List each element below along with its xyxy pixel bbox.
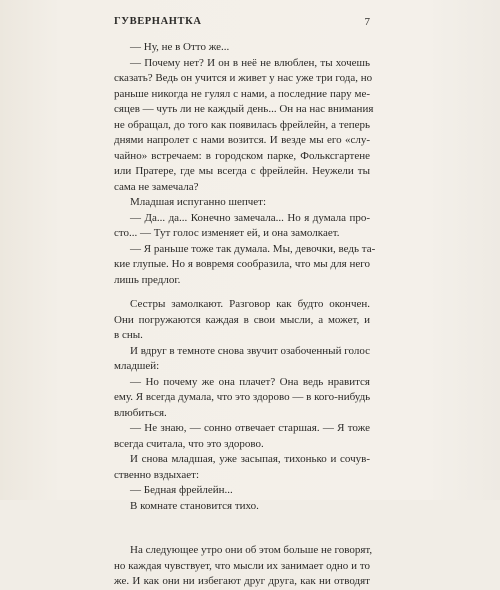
text-line: сказать? Ведь он учится и живет у нас уже три года, но [114,72,373,84]
text-line: — Бедная фрейлейн... [130,484,233,496]
text-line: — Но почему же она плачет? Она ведь нравится [130,375,370,388]
text-line: Они погружаются каждая в свои мысли, а может, и [114,313,370,326]
running-title: ГУВЕРНАНТКА [114,16,202,27]
text-line: же. И как они ни избегают друг друга, как ни отводят [114,575,370,587]
text-line: или Пратере, где мы всегда с фрейлейн. Неужели ты [114,165,370,177]
text-line: в сны. [114,329,143,341]
text-line: И снова младшая, уже засыпая, тихонько и сочув- [130,453,370,465]
paragraph-gap [114,288,370,297]
text-line: — Я раньше тоже так думала. Мы, девочки, ведь та- [130,242,376,255]
text-line: На следующее утро они об этом больше не говорят, [130,544,373,556]
text-line: — Не знаю, — сонно отвечает старшая. — Я тоже [130,422,370,434]
text-line: днями напролет с нами возится. И везде мы его «слу- [114,134,370,146]
text-line: всегда считала, что это здорово. [114,437,264,450]
text-line: лишь предлог. [114,273,181,286]
text-line: Сестры замолкают. Разговор как будто окончен. [130,298,370,310]
text-line: сяцев — чуть ли не каждый день... Он на нас внимания [114,103,374,115]
text-line: но каждая чувствует, что мысли их занимает одно и то [114,559,370,572]
text-line: раньше никогда не гулял с нами, а последние пару ме- [114,87,370,100]
text-line: младшей: [114,360,160,372]
page-number: 7 [364,16,370,28]
text-line: сто... — Тут голос изменяет ей, и она замолкает. [114,227,340,239]
text-line: не обращал, до того как появилась фрейлейн, а теперь [114,118,370,131]
text-line: ему. Я всегда думала, что это здорово — в кого-нибудь [114,391,371,403]
section-break [114,514,370,543]
text-line: кие глупые. Но я вовремя сообразила, что мы для него [114,258,370,270]
text-line: В комнате становится тихо. [130,499,259,512]
text-line: Младшая испуганно шепчет: [130,196,267,208]
page-header [114,14,370,30]
text-line: влюбиться. [114,406,167,419]
page-text [114,40,376,590]
text-line: чайно» встречаем: в городском парке, Фольксгартене [114,149,370,162]
text-line: — Ну, не в Отто же... [130,41,230,53]
text-line: — Да... да... Конечно замечала... Но я думала про- [130,211,370,224]
text-line: сама не замечала? [114,180,199,193]
text-line: И вдруг в темноте снова звучит озабоченный голос [130,344,370,357]
text-line: — Почему нет? И он в неё не влюблен, ты хочешь [130,56,370,69]
text-line: ственно вздыхает: [114,468,200,481]
